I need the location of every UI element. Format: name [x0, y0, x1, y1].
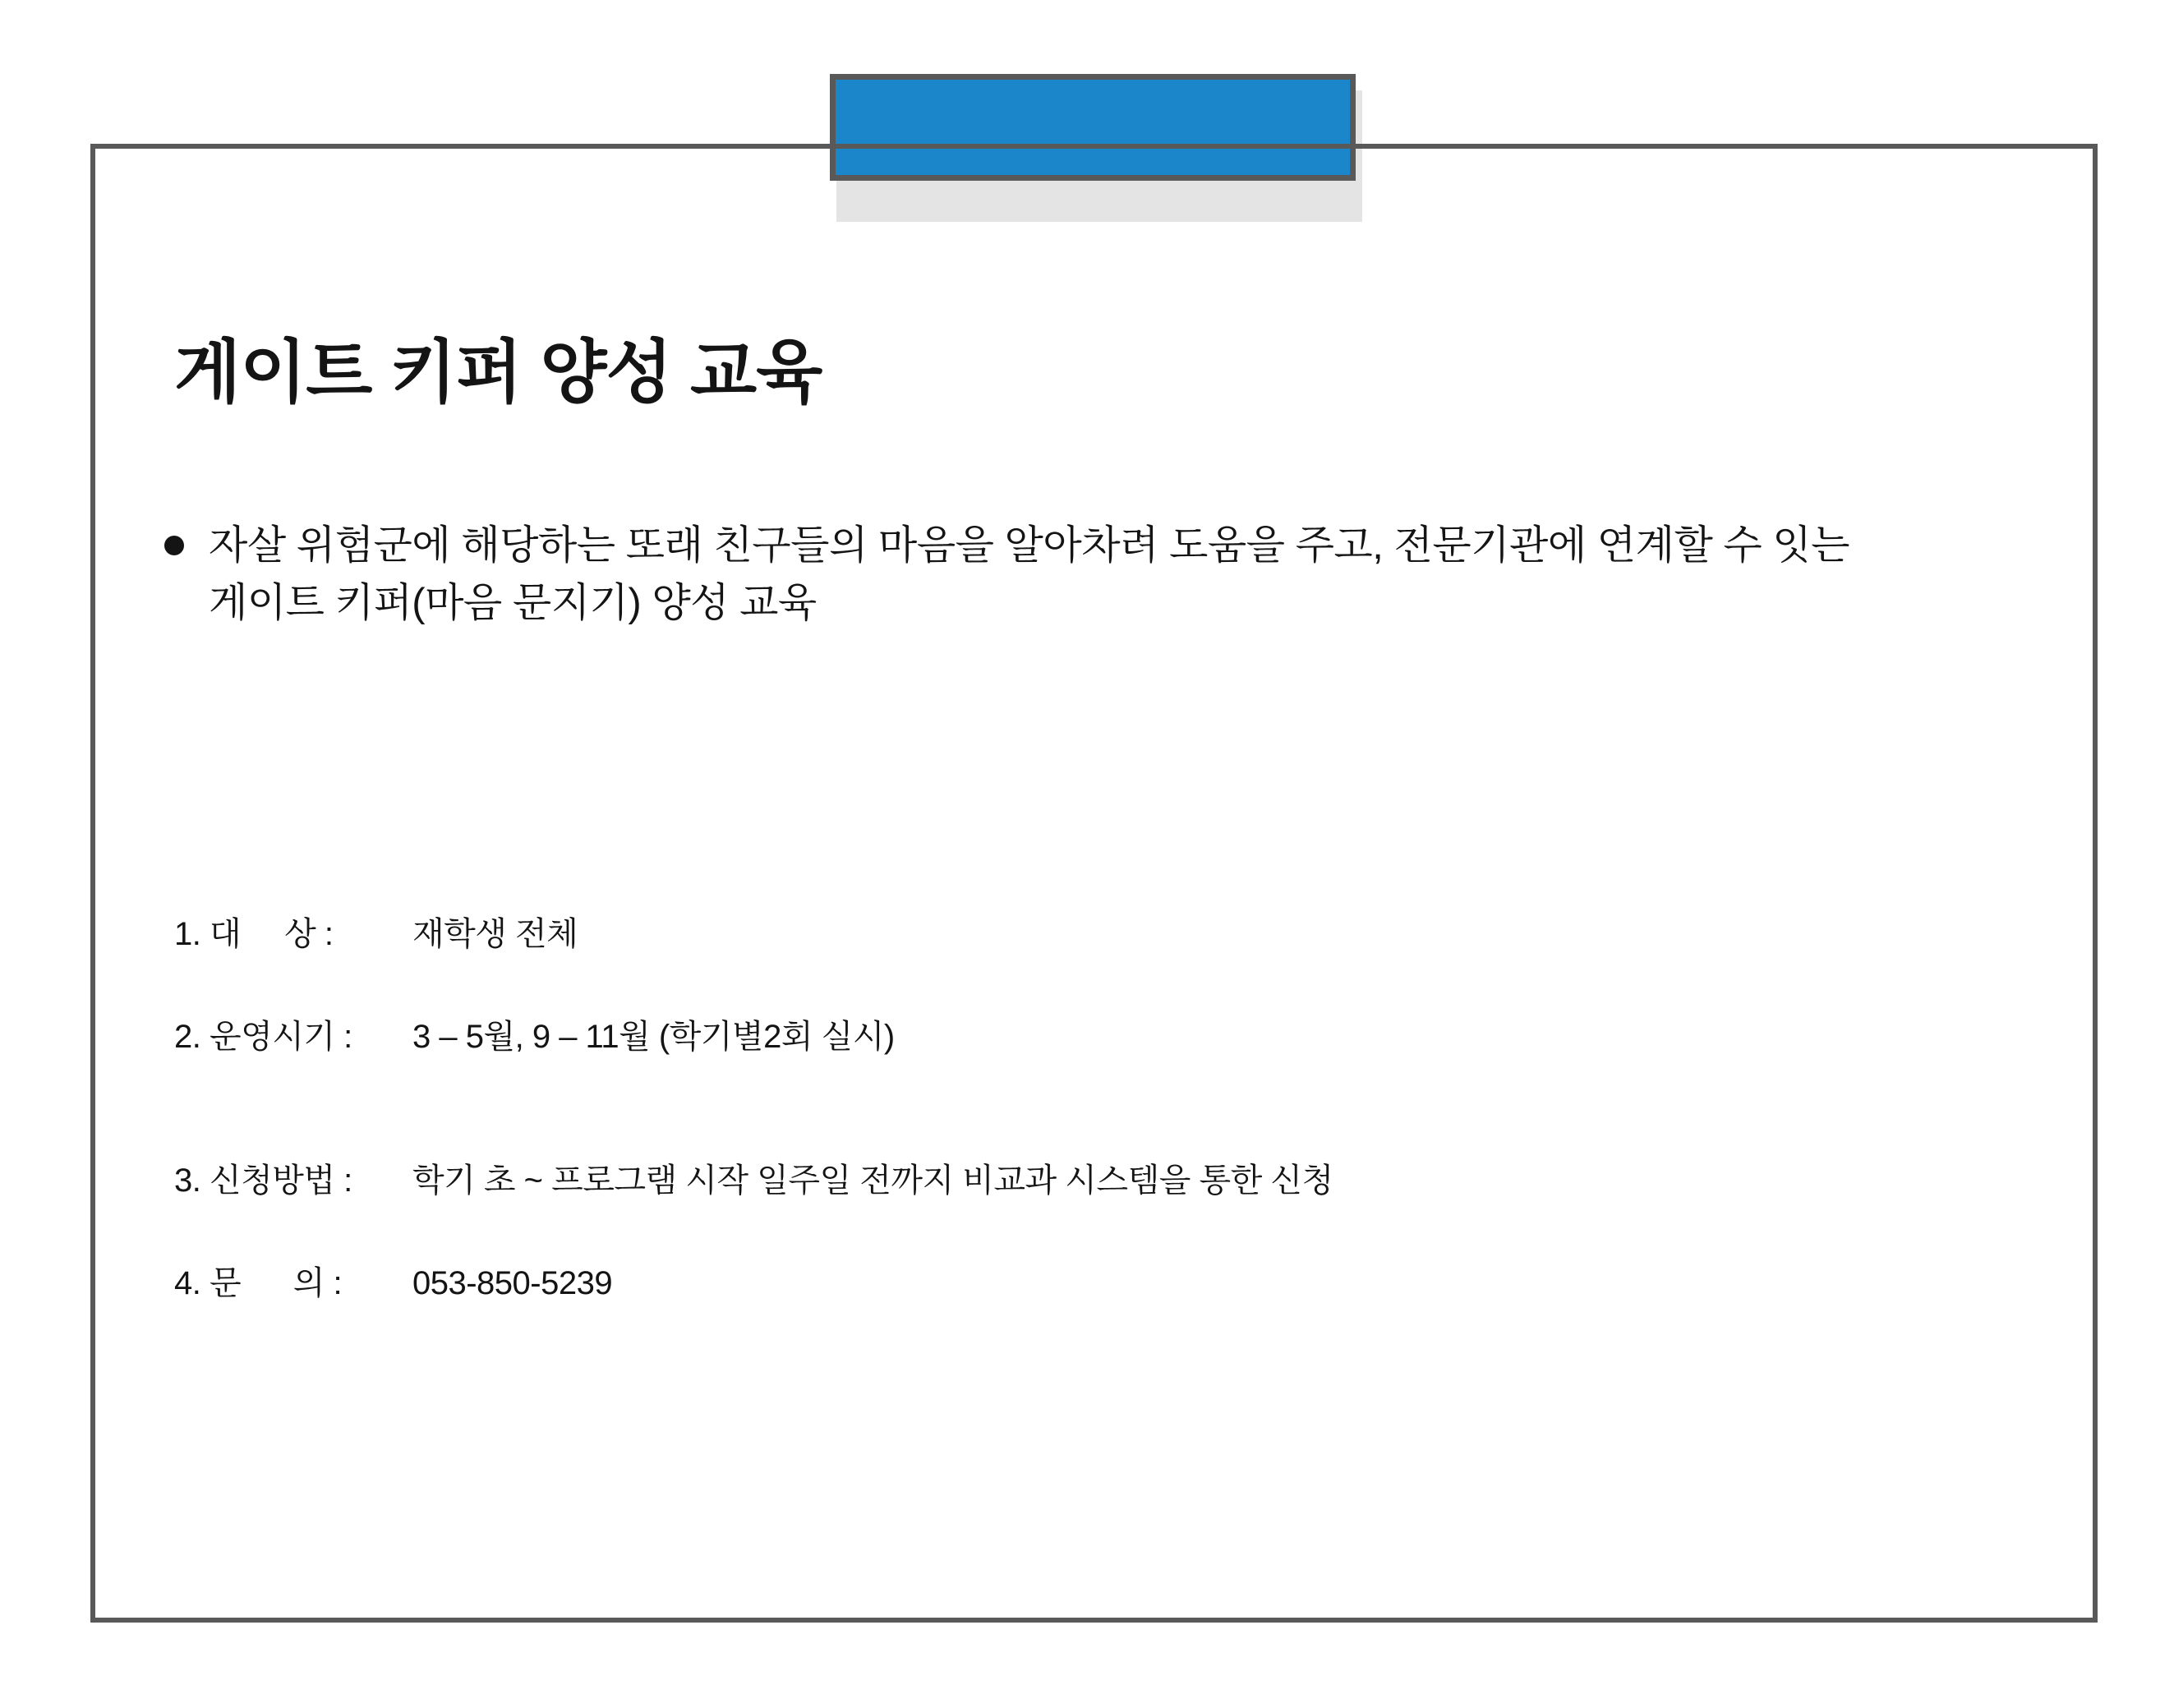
bullet-text: [209, 518, 1849, 632]
detail-label-period: 2. 운영시기 :: [174, 1019, 352, 1055]
detail-row: [174, 1257, 1982, 1304]
detail-value-target: 재학생 전체: [412, 916, 578, 952]
detail-value-apply: 학기 초 ~ 프로그램 시작 일주일 전까지 비교과 시스템을 통한 신청: [412, 1162, 1333, 1199]
detail-list: [174, 908, 1982, 1304]
detail-row: [174, 1154, 1982, 1201]
detail-label-apply: 3. 신청방법 :: [174, 1162, 352, 1199]
detail-label-contact: 4. 문 의 :: [174, 1265, 343, 1301]
bullet-item: [164, 518, 2038, 632]
detail-value-period: 3 – 5월, 9 – 11월 (학기별2회 실시): [412, 1019, 895, 1055]
bullet-dot-icon: [164, 536, 184, 555]
detail-row: [174, 1011, 1982, 1057]
detail-label-target: 1. 대 상 :: [174, 916, 334, 952]
page-title: 게이트 키퍼 양성 교육: [174, 334, 822, 412]
detail-value-contact: 053-850-5239: [412, 1265, 613, 1301]
bullet-line-1: 자살 위험군에 해당하는 또래 친구들의 마음을 알아차려 도움을 주고, 전문기관에 연계할 수 잇는: [209, 523, 1850, 568]
detail-row: [174, 908, 1982, 955]
bullet-line-2: 게이트 키퍼(마음 문지기) 양성 교육: [209, 580, 817, 625]
